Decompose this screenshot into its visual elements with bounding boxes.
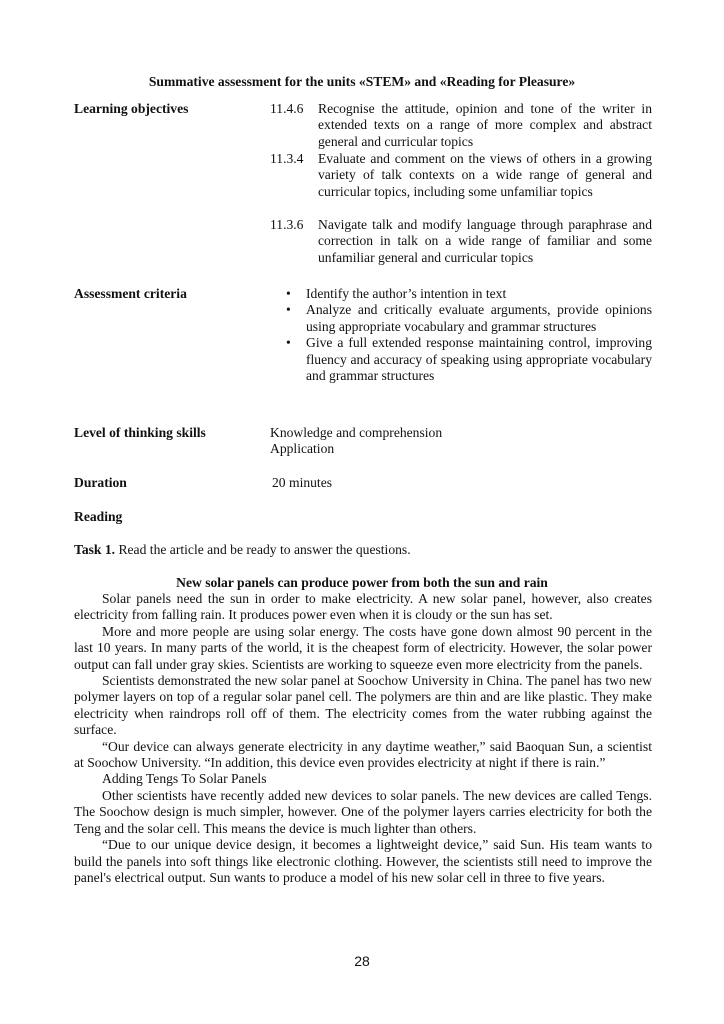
objective-code: 11.4.6 — [270, 101, 304, 116]
criteria-list — [286, 286, 652, 384]
criteria-item — [286, 286, 652, 302]
article-subheading: Adding Tengs To Solar Panels — [102, 771, 267, 787]
objective-text: Navigate talk and modify language through paraphrase and correction in talk on a wide range of familiar and some unfamiliar general and curricular topics — [318, 217, 652, 265]
criteria-text: Identify the author’s intention in text — [306, 286, 507, 301]
bullet-icon: • — [286, 302, 291, 318]
article-title: New solar panels can produce power from both the sun and rain — [176, 575, 548, 590]
article-paragraph: Other scientists have recently added new devices to solar panels. The new devices are called Tengs. The Soochow design is much simpler, however. One of the polymer layers carries electricity for both the Teng and the solar cell. This means the device is much lighter than others. — [74, 787, 652, 836]
article-paragraph: Solar panels need the sun in order to make electricity. A new solar panel, however, also creates electricity from falling rain. It produces power even when it is cloudy or the sun has set. — [74, 591, 652, 623]
objective-text: Recognise the attitude, opinion and tone of the writer in extended texts on a range of more complex and abstract general and curricular topics — [318, 101, 652, 149]
page-number: 28 — [354, 953, 370, 969]
objective-item — [270, 217, 652, 266]
criteria-item — [286, 302, 652, 335]
article-paragraph: Scientists demonstrated the new solar panel at Soochow University in China. The panel has two new polymer layers on top of a regular solar panel cell. The polymers are thin and are like plastic. They make electricity when raindrops roll off of them. The electricity comes from the water rubbing against the surface. — [74, 673, 652, 738]
thinking-skill-line: Knowledge and comprehension — [270, 425, 443, 440]
task-text: Read the article and be ready to answer the questions. — [115, 542, 411, 557]
task-label: Task 1. — [74, 542, 116, 557]
criteria-text: Analyze and critically evaluate arguments, provide opinions using appropriate vocabulary and grammar structures — [306, 302, 652, 334]
thinking-skill-line: Application — [270, 441, 335, 457]
page-title: Summative assessment for the units «STEM» and «Reading for Pleasure» — [148, 74, 576, 89]
bullet-icon: • — [286, 335, 291, 351]
criteria-item — [286, 335, 652, 384]
duration-label: Duration — [74, 475, 127, 490]
article-paragraph: “Our device can always generate electricity in any daytime weather,” said Baoquan Sun, a scientist at Soochow University. “In addition, this device even provides electricity at night if there is rain.” — [74, 738, 652, 771]
thinking-skills-value — [270, 425, 442, 458]
thinking-skills-label: Level of thinking skills — [74, 425, 206, 440]
objective-item — [270, 151, 652, 200]
learning-objectives-label: Learning objectives — [74, 101, 189, 116]
bullet-icon: • — [286, 286, 291, 301]
objective-item — [270, 101, 652, 150]
article-paragraph: “Due to our unique device design, it becomes a lightweight device,” said Sun. His team wants to build the panels into soft things like electronic clothing. However, the scientists still need to improve the panel's electrical output. Sun wants to produce a model of his new solar cell in three to five years. — [74, 837, 652, 885]
article-body — [74, 591, 652, 886]
reading-heading: Reading — [74, 509, 123, 524]
criteria-text: Give a full extended response maintaining control, improving fluency and accuracy of speaking using appropriate vocabulary and grammar structures — [306, 335, 652, 384]
objective-code: 11.3.4 — [270, 151, 304, 166]
task-instruction — [74, 542, 411, 558]
assessment-criteria-label: Assessment criteria — [74, 286, 187, 301]
article-paragraph: More and more people are using solar energy. The costs have gone down almost 90 percent in the last 10 years. In many parts of the world, it is the cheapest form of electricity. However, the solar power output can fall under gray skies. Scientists are working to squeeze even more electricity from the panels. — [74, 623, 652, 672]
objective-text: Evaluate and comment on the views of others in a growing variety of talk contexts on a wide range of general and curricular topics, including some unfamiliar topics — [318, 151, 652, 199]
duration-value: 20 minutes — [272, 475, 333, 490]
objective-code: 11.3.6 — [270, 217, 304, 232]
